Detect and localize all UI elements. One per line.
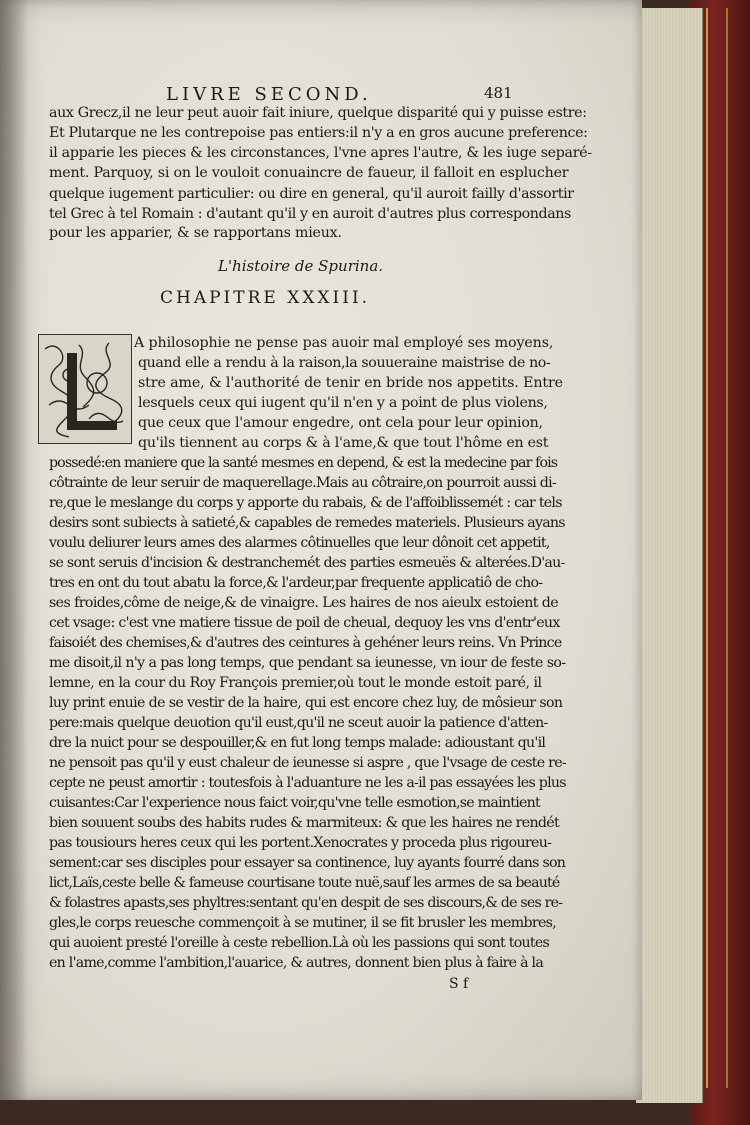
body-line: lesquels ceux qui iugent qu'il n'en y a point de plus violens,: [138, 395, 548, 411]
body-line: qui auoient presté l'oreille à ceste rebellion.Là où les passions qui sont toutes: [49, 935, 550, 951]
body-line: & folastres apasts,ses phyltres:sentant qu'en despit de ses discours,& de ses re-: [49, 895, 563, 911]
intro-line: pour les apparier, & se rapportans mieux.: [49, 225, 342, 241]
initial-letter: L: [72, 431, 73, 432]
body-line: stre ame, & l'authorité de tenir en bride nos appetits. Entre: [138, 375, 563, 391]
body-line: ne pensoit pas qu'il y eust chaleur de ieunesse si aspre , que l'vsage de ceste re-: [49, 755, 566, 771]
body-line: dre la nuict pour se despouiller,& en fut long temps malade: adioustant qu'il: [49, 735, 546, 751]
body-line: pere:mais quelque deuotion qu'il eust,qu'il ne sceut auoir la patience d'atten-: [49, 715, 548, 731]
body-line: se sont seruis d'incision & destranchemét des parties esmeuës & alterées.D'au-: [49, 555, 565, 571]
body-line: cuisantes:Car l'experience nous faict voir,qu'vne telle esmotion,se maintient: [49, 795, 540, 811]
body-line: possedé:en maniere que la santé mesmes en depend, & est la medecine par fois: [49, 455, 558, 471]
intro-line: tel Grec à tel Romain : d'autant qu'il y en auroit d'autres plus correspondans: [49, 206, 571, 222]
body-line: cepte ne peust amortir : toutesfois à l'aduanture ne les a-il pas essayées les plus: [49, 775, 566, 791]
body-line: ses froides,côme de neige,& de vinaigre. Les haires de nos aieulx estoient de: [49, 595, 559, 611]
body-line: re,que le meslange du corps y apporte du rabais, & de l'affoiblissemét : car tels: [49, 495, 562, 511]
decorated-initial: [38, 334, 132, 444]
cover-gilt-border: [706, 8, 728, 1088]
intro-line: Et Plutarque ne les contrepoise pas entiers:il n'y a en gros aucune preference:: [49, 125, 588, 141]
body-line: gles,le corps reuesche commençoit à se mutiner, il se fit brusler les membres,: [49, 915, 557, 931]
intro-line: ment. Parquoy, si on le vouloit conuaincre de faueur, il falloit en esplucher: [49, 165, 569, 181]
body-line: faisoiét des chemises,& d'autres des ceintures à gehéner leurs reins. Vn Prince: [49, 635, 562, 651]
body-line: lemne, en la cour du Roy François premier,où tout le monde estoit paré, il: [49, 675, 542, 691]
intro-line: il apparie les pieces & les circonstances, l'vne apres l'autre, & les iuge separé-: [49, 145, 592, 161]
body-line: me disoit,il n'y a pas long temps, que pendant sa ieunesse, vn iour de feste so-: [49, 655, 566, 671]
body-line: tres en ont du tout abatu la force,& l'ardeur,par frequente applicatiô de cho-: [49, 575, 543, 591]
body-line: A philosophie ne pense pas auoir mal employé ses moyens,: [134, 335, 554, 351]
body-line: pas tousiours heres ceux qui les portent.Xenocrates y proceda plus rigoureu-: [49, 835, 552, 851]
body-line: en l'ame,comme l'ambition,l'auarice, & autres, donnent bien plus à faire à la: [49, 955, 544, 971]
body-line: voulu deliurer leurs ames des alarmes côtinuelles que leur dônoit cet appetit,: [49, 535, 550, 551]
page-number: 481: [484, 84, 513, 102]
signature-mark: S f: [449, 976, 469, 992]
body-line: sement:car ses disciples pour essayer sa continence, luy ayants fourré dans son: [49, 855, 566, 871]
chapter-title: CHAPITRE XXXIII.: [160, 288, 371, 308]
body-line: bien souuent soubs des habits rudes & marmiteux: & que les haires ne rendét: [49, 815, 559, 831]
body-line: côtrainte de leur seruir de maquerellage.Mais au côtraire,on pourroit aussi di-: [49, 475, 556, 491]
running-head: LIVRE SECOND.: [166, 84, 372, 105]
body-line: qu'ils tiennent au corps & à l'ame,& que tout l'hôme en est: [138, 435, 549, 451]
body-line: que ceux que l'amour engedre, ont cela pour leur opinion,: [138, 415, 543, 431]
body-line: cet vsage: c'est vne matiere tissue de poil de cheual, dequoy les vns d'entr'eux: [49, 615, 560, 631]
body-line: luy print enuie de se vestir de la haire, qui est encore chez luy, de môsieur son: [49, 695, 563, 711]
gutter-shadow: [0, 0, 28, 1100]
intro-line: aux Grecz,il ne leur peut auoir fait iniure, quelque disparité qui y puisse estre:: [49, 105, 587, 121]
intro-line: quelque iugement particulier: ou dire en general, qu'il auroit failly d'assortir: [49, 186, 574, 202]
body-line: desirs sont subiects à satieté,& capables de remedes materiels. Plusieurs ayans: [49, 515, 565, 531]
page-edges: [636, 8, 703, 1103]
section-title: L'histoire de Spurina.: [218, 257, 384, 275]
body-line: quand elle a rendu à la raison,la souueraine maistrise de no-: [138, 355, 551, 371]
body-line: lict,Laïs,ceste belle & fameuse courtisane toute nuë,sauf les armes de sa beauté: [49, 875, 560, 891]
initial-ornament-icon: [39, 335, 131, 443]
